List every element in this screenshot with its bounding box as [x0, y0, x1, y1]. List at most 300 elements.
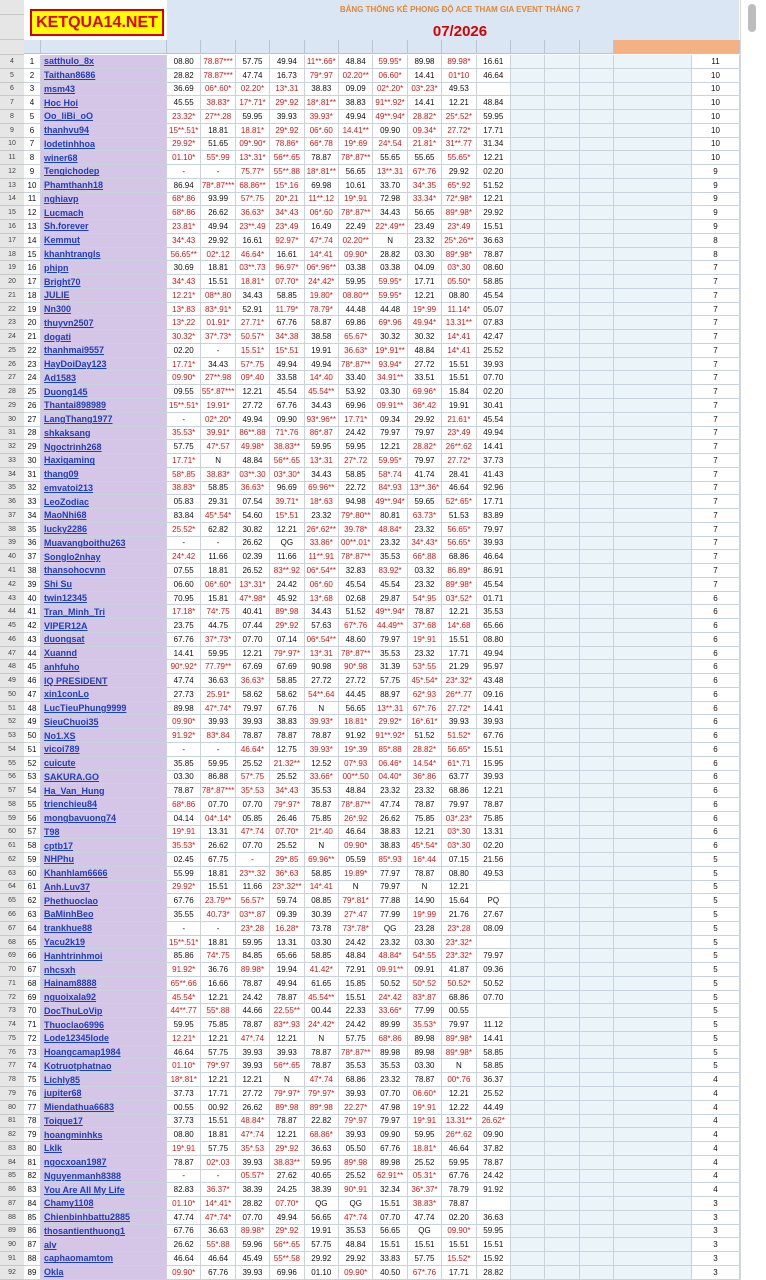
- score-cell[interactable]: 48.84: [339, 1238, 373, 1252]
- score-cell[interactable]: 16*.44: [408, 853, 442, 867]
- member-link[interactable]: thanhmai9557: [41, 344, 167, 358]
- score-cell[interactable]: 17.71: [201, 1087, 235, 1101]
- row-header[interactable]: 41: [0, 564, 24, 578]
- score-cell[interactable]: 29*.92: [270, 619, 304, 633]
- score-cell[interactable]: 29.92: [305, 1252, 339, 1266]
- score-cell[interactable]: 18.81: [201, 936, 235, 950]
- score-cell[interactable]: [545, 1238, 579, 1252]
- score-cell[interactable]: [580, 427, 614, 441]
- score-cell[interactable]: N: [270, 1073, 304, 1087]
- score-cell[interactable]: 06*.60: [305, 578, 339, 592]
- score-cell[interactable]: 59.74: [270, 894, 304, 908]
- member-link[interactable]: BaMinhBeo: [41, 908, 167, 922]
- score-cell[interactable]: 47*.74: [305, 234, 339, 248]
- score-cell[interactable]: 48.60: [339, 633, 373, 647]
- score-cell[interactable]: [545, 69, 579, 83]
- member-link[interactable]: nguoixala92: [41, 991, 167, 1005]
- member-link[interactable]: Songlo2nhay: [41, 550, 167, 564]
- member-link[interactable]: Nguyenmanh8388: [41, 1170, 167, 1184]
- score-cell[interactable]: 79.97: [408, 427, 442, 441]
- score-cell[interactable]: 32.83: [339, 564, 373, 578]
- member-link[interactable]: Hoangcamap1984: [41, 1046, 167, 1060]
- score-cell[interactable]: 13*.22: [167, 316, 201, 330]
- row-header[interactable]: 30: [0, 413, 24, 427]
- member-link[interactable]: duongsat: [41, 633, 167, 647]
- score-cell[interactable]: 04*.14*: [201, 812, 235, 826]
- score-cell[interactable]: [511, 605, 545, 619]
- score-cell[interactable]: 49.94: [305, 358, 339, 372]
- row-header[interactable]: 14: [0, 193, 24, 207]
- score-cell[interactable]: 33.66*: [305, 771, 339, 785]
- score-cell[interactable]: [580, 303, 614, 317]
- score-cell[interactable]: 36.69: [167, 83, 201, 97]
- score-cell[interactable]: 78.87: [305, 151, 339, 165]
- score-cell[interactable]: 79*.97*: [270, 647, 304, 661]
- score-cell[interactable]: 78.79*: [305, 303, 339, 317]
- row-header[interactable]: 67: [0, 922, 24, 936]
- score-cell[interactable]: 09.90*: [167, 715, 201, 729]
- score-cell[interactable]: 25.52: [270, 771, 304, 785]
- score-cell[interactable]: [580, 1142, 614, 1156]
- score-cell[interactable]: 80.81: [373, 509, 407, 523]
- score-cell[interactable]: 04.14: [167, 812, 201, 826]
- score-cell[interactable]: 09.34: [373, 413, 407, 427]
- score-cell[interactable]: 18*.63: [305, 495, 339, 509]
- score-cell[interactable]: 23.32: [373, 537, 407, 551]
- score-cell[interactable]: 07.14: [270, 633, 304, 647]
- score-cell[interactable]: -: [167, 743, 201, 757]
- score-cell[interactable]: 36.63*: [339, 344, 373, 358]
- score-cell[interactable]: [580, 316, 614, 330]
- score-cell[interactable]: 35.53*: [167, 427, 201, 441]
- score-cell[interactable]: 67*.76: [408, 165, 442, 179]
- member-link[interactable]: No1.XS: [41, 729, 167, 743]
- score-cell[interactable]: 15.51: [442, 1238, 476, 1252]
- score-cell[interactable]: 09.90: [477, 1128, 511, 1142]
- score-cell[interactable]: 47.74: [167, 674, 201, 688]
- score-cell[interactable]: 74*.75: [201, 949, 235, 963]
- score-cell[interactable]: 22*.49**: [373, 220, 407, 234]
- score-cell[interactable]: 29*.92: [270, 96, 304, 110]
- score-cell[interactable]: 54.60: [236, 509, 270, 523]
- score-cell[interactable]: [511, 908, 545, 922]
- score-cell[interactable]: 09.90*: [442, 1225, 476, 1239]
- score-cell[interactable]: 12.21: [201, 1073, 235, 1087]
- score-cell[interactable]: [545, 261, 579, 275]
- member-link[interactable]: IQ PRESIDENT: [41, 674, 167, 688]
- score-cell[interactable]: 79.97: [442, 1018, 476, 1032]
- score-cell[interactable]: 02.20**: [339, 69, 373, 83]
- score-cell[interactable]: 04.40*: [373, 771, 407, 785]
- score-cell[interactable]: 68*.86: [167, 206, 201, 220]
- score-cell[interactable]: 35*.53: [236, 784, 270, 798]
- score-cell[interactable]: 89.99: [373, 1018, 407, 1032]
- score-cell[interactable]: [580, 220, 614, 234]
- score-cell[interactable]: 68.86: [442, 550, 476, 564]
- score-cell[interactable]: [545, 1183, 579, 1197]
- score-cell[interactable]: 79*.97: [305, 69, 339, 83]
- score-cell[interactable]: 58*.85: [167, 468, 201, 482]
- score-cell[interactable]: 24*.42*: [305, 1018, 339, 1032]
- row-header[interactable]: 84: [0, 1156, 24, 1170]
- score-cell[interactable]: 90*.91: [339, 1183, 373, 1197]
- score-cell[interactable]: [511, 812, 545, 826]
- score-cell[interactable]: 89*.98*: [442, 578, 476, 592]
- score-cell[interactable]: 03.30: [305, 936, 339, 950]
- score-cell[interactable]: 59.95*: [373, 289, 407, 303]
- score-cell[interactable]: 14*.41: [305, 248, 339, 262]
- score-cell[interactable]: [580, 206, 614, 220]
- score-cell[interactable]: 02*.03: [201, 1156, 235, 1170]
- vertical-scrollbar[interactable]: [740, 0, 766, 1280]
- score-cell[interactable]: 29.92: [477, 206, 511, 220]
- score-cell[interactable]: 13*.68: [305, 592, 339, 606]
- score-cell[interactable]: [545, 826, 579, 840]
- score-cell[interactable]: 83**.92: [270, 564, 304, 578]
- score-cell[interactable]: [511, 427, 545, 441]
- score-cell[interactable]: 79*.81*: [339, 894, 373, 908]
- score-cell[interactable]: [545, 688, 579, 702]
- score-cell[interactable]: 11.12: [477, 1018, 511, 1032]
- score-cell[interactable]: QG: [339, 1197, 373, 1211]
- member-link[interactable]: Kotruotphatnao: [41, 1059, 167, 1073]
- score-cell[interactable]: 18.81*: [236, 124, 270, 138]
- score-cell[interactable]: 09.34*: [408, 124, 442, 138]
- member-link[interactable]: NHPhu: [41, 853, 167, 867]
- score-cell[interactable]: -: [201, 537, 235, 551]
- row-header[interactable]: 17: [0, 234, 24, 248]
- score-cell[interactable]: 17.18*: [167, 605, 201, 619]
- score-cell[interactable]: [545, 743, 579, 757]
- score-cell[interactable]: 59.95: [442, 1156, 476, 1170]
- member-link[interactable]: cuicute: [41, 757, 167, 771]
- member-link[interactable]: lodetinhhoa: [41, 138, 167, 152]
- score-cell[interactable]: 78.87: [408, 605, 442, 619]
- score-cell[interactable]: 53*.55: [408, 660, 442, 674]
- score-cell[interactable]: 58.85: [339, 468, 373, 482]
- score-cell[interactable]: 59.95*: [373, 275, 407, 289]
- score-cell[interactable]: 25*.26**: [442, 234, 476, 248]
- score-cell[interactable]: 19*.91: [339, 193, 373, 207]
- score-cell[interactable]: 07.70: [236, 798, 270, 812]
- score-cell[interactable]: 89*.98*: [442, 248, 476, 262]
- score-cell[interactable]: [545, 537, 579, 551]
- member-link[interactable]: SieuChuoi35: [41, 715, 167, 729]
- score-cell[interactable]: 66*.78: [305, 138, 339, 152]
- score-cell[interactable]: [545, 647, 579, 661]
- row-header[interactable]: 10: [0, 138, 24, 152]
- score-cell[interactable]: 29*.92: [270, 1142, 304, 1156]
- score-cell[interactable]: 09.90: [373, 124, 407, 138]
- score-cell[interactable]: 20*.21: [270, 193, 304, 207]
- score-cell[interactable]: [580, 248, 614, 262]
- member-link[interactable]: Lucmach: [41, 206, 167, 220]
- score-cell[interactable]: 34*.43: [167, 234, 201, 248]
- score-cell[interactable]: 67*.76: [408, 702, 442, 716]
- score-cell[interactable]: 48.84: [236, 454, 270, 468]
- score-cell[interactable]: 15.51: [408, 1238, 442, 1252]
- score-cell[interactable]: 39.93: [270, 110, 304, 124]
- score-cell[interactable]: [545, 564, 579, 578]
- member-link[interactable]: Ngoctrinh268: [41, 440, 167, 454]
- score-cell[interactable]: 23**.49: [236, 220, 270, 234]
- score-cell[interactable]: 96.69: [270, 482, 304, 496]
- score-cell[interactable]: 58.62: [270, 688, 304, 702]
- score-cell[interactable]: [511, 1087, 545, 1101]
- score-cell[interactable]: 05.50*: [442, 275, 476, 289]
- score-cell[interactable]: 00*.76: [442, 1073, 476, 1087]
- score-cell[interactable]: 77.97: [373, 867, 407, 881]
- score-cell[interactable]: 39.93: [339, 1128, 373, 1142]
- score-cell[interactable]: 45.54: [373, 578, 407, 592]
- member-link[interactable]: thansohocvnn: [41, 564, 167, 578]
- score-cell[interactable]: [545, 399, 579, 413]
- score-cell[interactable]: 47*.74: [339, 1211, 373, 1225]
- score-cell[interactable]: 13**.31: [373, 702, 407, 716]
- score-cell[interactable]: 38.39: [305, 1183, 339, 1197]
- score-cell[interactable]: 67.76: [167, 894, 201, 908]
- score-cell[interactable]: [511, 96, 545, 110]
- score-cell[interactable]: [511, 1211, 545, 1225]
- score-cell[interactable]: [580, 385, 614, 399]
- score-cell[interactable]: 35.53*: [167, 839, 201, 853]
- score-cell[interactable]: 55**.88: [270, 165, 304, 179]
- score-cell[interactable]: 35.53: [339, 1059, 373, 1073]
- score-cell[interactable]: [545, 881, 579, 895]
- score-cell[interactable]: 01.10*: [167, 1197, 201, 1211]
- score-cell[interactable]: [511, 867, 545, 881]
- score-cell[interactable]: [580, 179, 614, 193]
- score-cell[interactable]: 35.53: [477, 605, 511, 619]
- score-cell[interactable]: [511, 138, 545, 152]
- score-cell[interactable]: 79.97: [373, 427, 407, 441]
- score-cell[interactable]: 46.64: [201, 1252, 235, 1266]
- score-cell[interactable]: 45.54: [477, 578, 511, 592]
- score-cell[interactable]: 78.87: [305, 1046, 339, 1060]
- member-link[interactable]: thang09: [41, 468, 167, 482]
- score-cell[interactable]: 16.28*: [270, 922, 304, 936]
- member-link[interactable]: Tengichodep: [41, 165, 167, 179]
- score-cell[interactable]: [580, 715, 614, 729]
- score-cell[interactable]: 06*.60: [305, 206, 339, 220]
- score-cell[interactable]: [511, 715, 545, 729]
- score-cell[interactable]: [580, 743, 614, 757]
- row-header[interactable]: 80: [0, 1101, 24, 1115]
- score-cell[interactable]: 39.93: [201, 715, 235, 729]
- score-cell[interactable]: 10.61: [339, 179, 373, 193]
- score-cell[interactable]: 06*.60*: [201, 578, 235, 592]
- score-cell[interactable]: [545, 1211, 579, 1225]
- score-cell[interactable]: 50.52: [477, 977, 511, 991]
- score-cell[interactable]: 65.67*: [339, 330, 373, 344]
- score-cell[interactable]: [545, 124, 579, 138]
- score-cell[interactable]: 34.43: [373, 206, 407, 220]
- score-cell[interactable]: [511, 963, 545, 977]
- score-cell[interactable]: 45.54*: [167, 991, 201, 1005]
- score-cell[interactable]: 36.63: [477, 234, 511, 248]
- score-cell[interactable]: [511, 509, 545, 523]
- score-cell[interactable]: 78.87: [236, 1018, 270, 1032]
- row-header[interactable]: 39: [0, 537, 24, 551]
- score-cell[interactable]: 21.61*: [442, 413, 476, 427]
- score-cell[interactable]: 13**.31: [373, 165, 407, 179]
- score-cell[interactable]: [580, 867, 614, 881]
- score-cell[interactable]: [580, 853, 614, 867]
- row-header[interactable]: 69: [0, 949, 24, 963]
- score-cell[interactable]: 88.97: [373, 688, 407, 702]
- score-cell[interactable]: [511, 344, 545, 358]
- score-cell[interactable]: 03.30: [408, 936, 442, 950]
- score-cell[interactable]: 02*.12: [201, 248, 235, 262]
- score-cell[interactable]: [545, 592, 579, 606]
- member-link[interactable]: nhcsxh: [41, 963, 167, 977]
- score-cell[interactable]: 23.49: [408, 220, 442, 234]
- member-link[interactable]: Nn300: [41, 303, 167, 317]
- score-cell[interactable]: 34.91**: [373, 371, 407, 385]
- score-cell[interactable]: 78.87: [167, 1156, 201, 1170]
- score-cell[interactable]: 57.75: [305, 1238, 339, 1252]
- score-cell[interactable]: 68*.86: [167, 798, 201, 812]
- score-cell[interactable]: [580, 688, 614, 702]
- score-cell[interactable]: 19*.91: [408, 1101, 442, 1115]
- score-cell[interactable]: 38.83: [270, 715, 304, 729]
- score-cell[interactable]: [545, 660, 579, 674]
- score-cell[interactable]: [511, 991, 545, 1005]
- score-cell[interactable]: 36.63*: [236, 482, 270, 496]
- score-cell[interactable]: 39.93*: [305, 715, 339, 729]
- row-header[interactable]: 89: [0, 1225, 24, 1239]
- score-cell[interactable]: [511, 1059, 545, 1073]
- score-cell[interactable]: [511, 495, 545, 509]
- score-cell[interactable]: 17.71*: [339, 413, 373, 427]
- score-cell[interactable]: [511, 1073, 545, 1087]
- score-cell[interactable]: 55*.99: [201, 151, 235, 165]
- score-cell[interactable]: 69.96: [339, 399, 373, 413]
- member-link[interactable]: satthulo_8x: [41, 55, 167, 69]
- score-cell[interactable]: [511, 289, 545, 303]
- score-cell[interactable]: 61*.71: [442, 757, 476, 771]
- score-cell[interactable]: [511, 69, 545, 83]
- score-cell[interactable]: [511, 578, 545, 592]
- score-cell[interactable]: QG: [408, 1225, 442, 1239]
- score-cell[interactable]: [511, 468, 545, 482]
- score-cell[interactable]: 14.41: [167, 647, 201, 661]
- score-cell[interactable]: 08.80: [167, 1128, 201, 1142]
- score-cell[interactable]: 47.74: [167, 1211, 201, 1225]
- score-cell[interactable]: 11**.12: [305, 193, 339, 207]
- score-cell[interactable]: 56.65: [408, 206, 442, 220]
- score-cell[interactable]: 83*.84: [201, 729, 235, 743]
- score-cell[interactable]: 78.87: [305, 729, 339, 743]
- score-cell[interactable]: 89.98: [408, 1032, 442, 1046]
- score-cell[interactable]: 25.52: [236, 757, 270, 771]
- score-cell[interactable]: 58.85: [270, 289, 304, 303]
- score-cell[interactable]: 12.21: [477, 151, 511, 165]
- score-cell[interactable]: 05.59: [339, 853, 373, 867]
- score-cell[interactable]: 01.10*: [167, 1059, 201, 1073]
- score-cell[interactable]: 89*.98: [270, 1101, 304, 1115]
- score-cell[interactable]: 19*.99: [408, 908, 442, 922]
- row-header[interactable]: 29: [0, 399, 24, 413]
- score-cell[interactable]: 17.71: [477, 124, 511, 138]
- score-cell[interactable]: 27*.47: [339, 908, 373, 922]
- score-cell[interactable]: [511, 771, 545, 785]
- score-cell[interactable]: 15.84: [442, 385, 476, 399]
- score-cell[interactable]: 56.65: [339, 165, 373, 179]
- score-cell[interactable]: 15.51: [201, 881, 235, 895]
- score-cell[interactable]: [580, 839, 614, 853]
- score-cell[interactable]: 02.20*: [236, 83, 270, 97]
- score-cell[interactable]: 27.72: [408, 358, 442, 372]
- score-cell[interactable]: 26.62*: [477, 1115, 511, 1129]
- score-cell[interactable]: [545, 812, 579, 826]
- score-cell[interactable]: 49.94: [270, 55, 304, 69]
- member-link[interactable]: thanhvu94: [41, 124, 167, 138]
- score-cell[interactable]: 35.53: [373, 647, 407, 661]
- score-cell[interactable]: 06*.96**: [305, 261, 339, 275]
- score-cell[interactable]: [580, 812, 614, 826]
- scrollbar-thumb[interactable]: [748, 4, 756, 32]
- score-cell[interactable]: [545, 605, 579, 619]
- row-header[interactable]: 9: [0, 124, 24, 138]
- score-cell[interactable]: 06*.60: [305, 124, 339, 138]
- score-cell[interactable]: [545, 702, 579, 716]
- row-header[interactable]: 57: [0, 784, 24, 798]
- score-cell[interactable]: 09.91**: [373, 963, 407, 977]
- score-cell[interactable]: 06.46*: [373, 757, 407, 771]
- member-link[interactable]: DocThuLoVip: [41, 1004, 167, 1018]
- score-cell[interactable]: 09.90*: [339, 248, 373, 262]
- member-link[interactable]: Kemmut: [41, 234, 167, 248]
- score-cell[interactable]: 58.87: [305, 316, 339, 330]
- score-cell[interactable]: 27.62: [270, 1170, 304, 1184]
- score-cell[interactable]: 13*.31*: [236, 151, 270, 165]
- row-header[interactable]: 75: [0, 1032, 24, 1046]
- score-cell[interactable]: 49**.94*: [373, 605, 407, 619]
- score-cell[interactable]: 58.85: [270, 674, 304, 688]
- row-header[interactable]: 7: [0, 96, 24, 110]
- score-cell[interactable]: 45*.54*: [408, 674, 442, 688]
- score-cell[interactable]: [511, 798, 545, 812]
- score-cell[interactable]: 09.90*: [167, 1266, 201, 1280]
- member-link[interactable]: Oo_liBi_oO: [41, 110, 167, 124]
- member-link[interactable]: Ad1583: [41, 371, 167, 385]
- score-cell[interactable]: 45.54: [270, 385, 304, 399]
- score-cell[interactable]: 27.73: [167, 688, 201, 702]
- score-cell[interactable]: [511, 1046, 545, 1060]
- score-cell[interactable]: 13*.31: [305, 454, 339, 468]
- score-cell[interactable]: 54*.95: [408, 592, 442, 606]
- score-cell[interactable]: 41.87: [442, 963, 476, 977]
- score-cell[interactable]: 18.81: [201, 124, 235, 138]
- score-cell[interactable]: 17*.71*: [236, 96, 270, 110]
- score-cell[interactable]: [580, 936, 614, 950]
- member-link[interactable]: Chienbinhbattu2885: [41, 1211, 167, 1225]
- score-cell[interactable]: [511, 83, 545, 97]
- score-cell[interactable]: 57.75: [236, 55, 270, 69]
- score-cell[interactable]: 24.25: [270, 1183, 304, 1197]
- score-cell[interactable]: 91.92: [339, 729, 373, 743]
- row-header[interactable]: 22: [0, 303, 24, 317]
- score-cell[interactable]: 34.43: [305, 468, 339, 482]
- score-cell[interactable]: 34*.43: [270, 784, 304, 798]
- score-cell[interactable]: 17.71: [442, 1266, 476, 1280]
- row-header[interactable]: 77: [0, 1059, 24, 1073]
- score-cell[interactable]: [511, 936, 545, 950]
- score-cell[interactable]: [580, 1059, 614, 1073]
- score-cell[interactable]: 59.95*: [373, 454, 407, 468]
- score-cell[interactable]: 15.51: [339, 991, 373, 1005]
